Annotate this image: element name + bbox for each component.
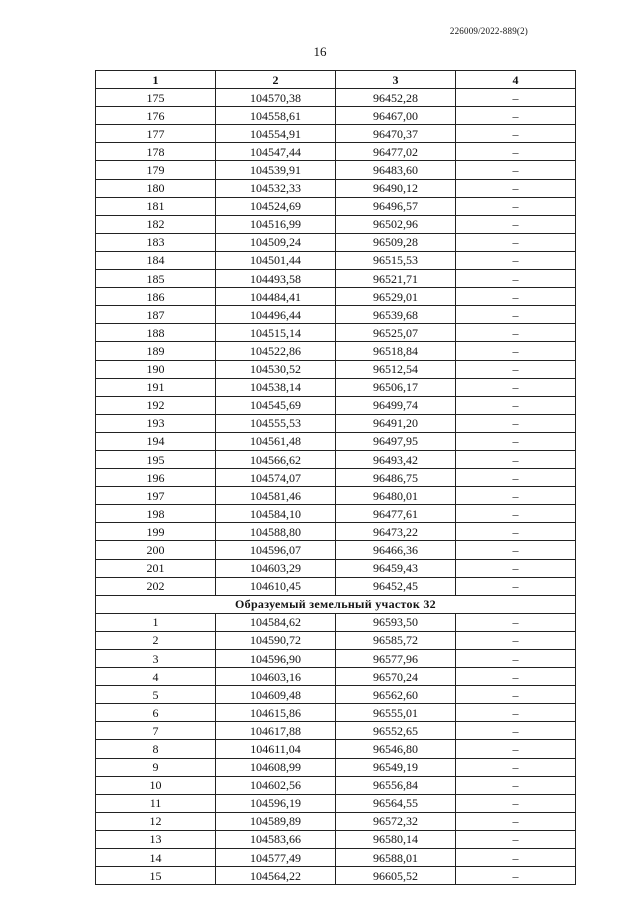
table-cell-col-1: 187 (96, 306, 216, 324)
table-cell-col-3: 96477,61 (336, 505, 456, 523)
table-cell-col-2: 104530,52 (216, 360, 336, 378)
table-cell-col-3: 96452,45 (336, 577, 456, 595)
table-cell-col-2: 104561,48 (216, 432, 336, 450)
table-cell-col-3: 96493,42 (336, 450, 456, 468)
table-row (96, 758, 576, 776)
table-cell-col-3: 96452,28 (336, 89, 456, 107)
table-row (96, 89, 576, 107)
table-cell-col-1: 189 (96, 342, 216, 360)
table-cell-col-2: 104496,44 (216, 306, 336, 324)
table-cell-col-1: 13 (96, 830, 216, 848)
table-cell-col-2: 104524,69 (216, 197, 336, 215)
table-cell-col-1: 12 (96, 812, 216, 830)
table-row (96, 812, 576, 830)
table-cell-col-3: 96466,36 (336, 541, 456, 559)
table-cell-col-4: – (456, 360, 576, 378)
table-cell-col-1: 200 (96, 541, 216, 559)
table-cell-col-1: 199 (96, 523, 216, 541)
table-cell-col-2: 104610,45 (216, 577, 336, 595)
table-cell-col-1: 192 (96, 396, 216, 414)
table-row (96, 523, 576, 541)
table-row (96, 125, 576, 143)
table-cell-col-1: 4 (96, 668, 216, 686)
table-cell-col-3: 96480,01 (336, 487, 456, 505)
table-cell-col-2: 104554,91 (216, 125, 336, 143)
table-cell-col-2: 104516,99 (216, 215, 336, 233)
table-cell-col-1: 188 (96, 324, 216, 342)
table-cell-col-1: 194 (96, 432, 216, 450)
table-cell-col-2: 104566,62 (216, 450, 336, 468)
table-cell-col-4: – (456, 378, 576, 396)
table-cell-col-2: 104532,33 (216, 179, 336, 197)
table-cell-col-1: 9 (96, 758, 216, 776)
table-cell-col-2: 104515,14 (216, 324, 336, 342)
table-cell-col-4: – (456, 197, 576, 215)
table-cell-col-4: – (456, 631, 576, 649)
table-cell-col-4: – (456, 414, 576, 432)
table-cell-col-1: 11 (96, 794, 216, 812)
table-cell-col-4: – (456, 559, 576, 577)
table-row (96, 396, 576, 414)
table-cell-col-1: 198 (96, 505, 216, 523)
table-cell-col-2: 104617,88 (216, 722, 336, 740)
table-cell-col-2: 104603,29 (216, 559, 336, 577)
column-header-3: 3 (336, 71, 456, 89)
table-cell-col-1: 7 (96, 722, 216, 740)
table-cell-col-2: 104493,58 (216, 270, 336, 288)
column-header-4: 4 (456, 71, 576, 89)
table-cell-col-4: – (456, 89, 576, 107)
table-cell-col-3: 96496,57 (336, 197, 456, 215)
table-cell-col-2: 104574,07 (216, 469, 336, 487)
table-cell-col-4: – (456, 812, 576, 830)
coordinates-table (95, 70, 576, 885)
table-cell-col-1: 6 (96, 704, 216, 722)
table-row (96, 179, 576, 197)
table-row (96, 867, 576, 885)
table-cell-col-1: 2 (96, 631, 216, 649)
table-body-group-1 (96, 89, 576, 596)
table-row (96, 794, 576, 812)
table-row (96, 487, 576, 505)
table-cell-col-3: 96518,84 (336, 342, 456, 360)
table-cell-col-4: – (456, 613, 576, 631)
table-cell-col-3: 96470,37 (336, 125, 456, 143)
table-cell-col-2: 104538,14 (216, 378, 336, 396)
table-row (96, 450, 576, 468)
table-cell-col-4: – (456, 722, 576, 740)
table-cell-col-3: 96515,53 (336, 251, 456, 269)
table-cell-col-2: 104577,49 (216, 849, 336, 867)
table-row (96, 324, 576, 342)
table-cell-col-4: – (456, 270, 576, 288)
table-cell-col-2: 104596,19 (216, 794, 336, 812)
page-number: 16 (313, 44, 327, 59)
table-cell-col-3: 96572,32 (336, 812, 456, 830)
section-title: Образуемый земельный участок 32 (96, 595, 576, 613)
table-cell-col-3: 96509,28 (336, 233, 456, 251)
section-row (96, 595, 576, 613)
table-cell-col-2: 104501,44 (216, 251, 336, 269)
table-cell-col-1: 191 (96, 378, 216, 396)
table-cell-col-3: 96506,17 (336, 378, 456, 396)
table-cell-col-1: 1 (96, 613, 216, 631)
table-row (96, 505, 576, 523)
table-row (96, 830, 576, 848)
table-row (96, 233, 576, 251)
table-cell-col-1: 10 (96, 776, 216, 794)
table-row (96, 288, 576, 306)
table-cell-col-1: 195 (96, 450, 216, 468)
table-cell-col-3: 96585,72 (336, 631, 456, 649)
table-cell-col-3: 96556,84 (336, 776, 456, 794)
table-cell-col-4: – (456, 577, 576, 595)
table-cell-col-2: 104581,46 (216, 487, 336, 505)
table-cell-col-4: – (456, 143, 576, 161)
table-cell-col-2: 104584,62 (216, 613, 336, 631)
table-cell-col-4: – (456, 324, 576, 342)
table-cell-col-4: – (456, 396, 576, 414)
table-cell-col-3: 96555,01 (336, 704, 456, 722)
table-cell-col-3: 96512,54 (336, 360, 456, 378)
table-cell-col-3: 96497,95 (336, 432, 456, 450)
table-cell-col-3: 96577,96 (336, 650, 456, 668)
table-row (96, 306, 576, 324)
table-row (96, 251, 576, 269)
table-cell-col-3: 96546,80 (336, 740, 456, 758)
table-row (96, 215, 576, 233)
table-cell-col-2: 104609,48 (216, 686, 336, 704)
table-cell-col-4: – (456, 125, 576, 143)
table-row (96, 360, 576, 378)
table-cell-col-2: 104596,90 (216, 650, 336, 668)
table-cell-col-2: 104615,86 (216, 704, 336, 722)
table-row (96, 631, 576, 649)
table-header-row (96, 71, 576, 89)
table-cell-col-3: 96552,65 (336, 722, 456, 740)
table-cell-col-1: 177 (96, 125, 216, 143)
table-cell-col-4: – (456, 776, 576, 794)
table-cell-col-1: 176 (96, 107, 216, 125)
table-cell-col-4: – (456, 342, 576, 360)
table-cell-col-3: 96564,55 (336, 794, 456, 812)
table-row (96, 686, 576, 704)
table-cell-col-4: – (456, 233, 576, 251)
table-cell-col-4: – (456, 107, 576, 125)
table-cell-col-4: – (456, 704, 576, 722)
table-cell-col-2: 104589,89 (216, 812, 336, 830)
table-cell-col-2: 104611,04 (216, 740, 336, 758)
column-header-2: 2 (216, 71, 336, 89)
table-row (96, 342, 576, 360)
table-row (96, 849, 576, 867)
table-cell-col-3: 96473,22 (336, 523, 456, 541)
table-row (96, 740, 576, 758)
table-row (96, 469, 576, 487)
table-cell-col-2: 104545,69 (216, 396, 336, 414)
column-header-1: 1 (96, 71, 216, 89)
table-cell-col-1: 181 (96, 197, 216, 215)
table-cell-col-3: 96549,19 (336, 758, 456, 776)
table-cell-col-3: 96529,01 (336, 288, 456, 306)
table-cell-col-3: 96605,52 (336, 867, 456, 885)
table-cell-col-4: – (456, 849, 576, 867)
table-cell-col-3: 96483,60 (336, 161, 456, 179)
table-cell-col-4: – (456, 758, 576, 776)
section-header (96, 595, 576, 613)
table-cell-col-1: 14 (96, 849, 216, 867)
table-cell-col-3: 96539,68 (336, 306, 456, 324)
table-cell-col-3: 96521,71 (336, 270, 456, 288)
table-cell-col-4: – (456, 450, 576, 468)
table-body-group-2 (96, 613, 576, 884)
table-row (96, 668, 576, 686)
table-cell-col-2: 104547,44 (216, 143, 336, 161)
table-cell-col-2: 104564,22 (216, 867, 336, 885)
table-row (96, 577, 576, 595)
table-cell-col-1: 184 (96, 251, 216, 269)
table-cell-col-2: 104603,16 (216, 668, 336, 686)
table-cell-col-3: 96580,14 (336, 830, 456, 848)
table-cell-col-2: 104588,80 (216, 523, 336, 541)
table-cell-col-4: – (456, 830, 576, 848)
table-cell-col-3: 96467,00 (336, 107, 456, 125)
table-cell-col-1: 202 (96, 577, 216, 595)
table-cell-col-4: – (456, 215, 576, 233)
table-cell-col-3: 96490,12 (336, 179, 456, 197)
table-cell-col-2: 104558,61 (216, 107, 336, 125)
table-row (96, 559, 576, 577)
table-row (96, 197, 576, 215)
table-cell-col-1: 178 (96, 143, 216, 161)
table-cell-col-2: 104602,56 (216, 776, 336, 794)
table-cell-col-4: – (456, 541, 576, 559)
table-cell-col-3: 96499,74 (336, 396, 456, 414)
document-id: 226009/2022-889(2) (449, 26, 528, 36)
table-cell-col-1: 175 (96, 89, 216, 107)
table-row (96, 613, 576, 631)
table-cell-col-3: 96588,01 (336, 849, 456, 867)
table-cell-col-2: 104522,86 (216, 342, 336, 360)
table-cell-col-1: 182 (96, 215, 216, 233)
table-cell-col-4: – (456, 740, 576, 758)
table-cell-col-4: – (456, 288, 576, 306)
table-cell-col-2: 104570,38 (216, 89, 336, 107)
table-row (96, 776, 576, 794)
table-row (96, 161, 576, 179)
table-cell-col-4: – (456, 505, 576, 523)
table-cell-col-1: 8 (96, 740, 216, 758)
table-row (96, 414, 576, 432)
table-cell-col-4: – (456, 650, 576, 668)
table-row (96, 107, 576, 125)
table-cell-col-2: 104484,41 (216, 288, 336, 306)
table-cell-col-2: 104509,24 (216, 233, 336, 251)
table-cell-col-2: 104584,10 (216, 505, 336, 523)
table-cell-col-2: 104555,53 (216, 414, 336, 432)
table-cell-col-1: 3 (96, 650, 216, 668)
table-row (96, 650, 576, 668)
table-cell-col-4: – (456, 179, 576, 197)
table-cell-col-1: 180 (96, 179, 216, 197)
table-row (96, 270, 576, 288)
table-cell-col-4: – (456, 469, 576, 487)
table-cell-col-1: 196 (96, 469, 216, 487)
table-cell-col-4: – (456, 668, 576, 686)
table-cell-col-2: 104583,66 (216, 830, 336, 848)
table-row (96, 378, 576, 396)
table-cell-col-4: – (456, 251, 576, 269)
table-cell-col-1: 15 (96, 867, 216, 885)
table-row (96, 432, 576, 450)
table-cell-col-1: 193 (96, 414, 216, 432)
table-cell-col-3: 96502,96 (336, 215, 456, 233)
table-cell-col-3: 96459,43 (336, 559, 456, 577)
table-cell-col-1: 183 (96, 233, 216, 251)
table-row (96, 722, 576, 740)
table-cell-col-2: 104539,91 (216, 161, 336, 179)
table-cell-col-2: 104590,72 (216, 631, 336, 649)
table-cell-col-1: 185 (96, 270, 216, 288)
table-cell-col-1: 5 (96, 686, 216, 704)
table-cell-col-4: – (456, 686, 576, 704)
table-cell-col-4: – (456, 867, 576, 885)
table-row (96, 143, 576, 161)
table-row (96, 704, 576, 722)
table-cell-col-1: 201 (96, 559, 216, 577)
table-cell-col-3: 96491,20 (336, 414, 456, 432)
table-cell-col-1: 190 (96, 360, 216, 378)
table-cell-col-3: 96486,75 (336, 469, 456, 487)
table-cell-col-2: 104596,07 (216, 541, 336, 559)
table-cell-col-4: – (456, 432, 576, 450)
table-cell-col-1: 179 (96, 161, 216, 179)
table-cell-col-4: – (456, 794, 576, 812)
table-cell-col-3: 96593,50 (336, 613, 456, 631)
table-cell-col-3: 96570,24 (336, 668, 456, 686)
table-cell-col-1: 197 (96, 487, 216, 505)
table-cell-col-2: 104608,99 (216, 758, 336, 776)
table-cell-col-1: 186 (96, 288, 216, 306)
table-cell-col-4: – (456, 306, 576, 324)
table-cell-col-4: – (456, 161, 576, 179)
table-cell-col-3: 96477,02 (336, 143, 456, 161)
table-row (96, 541, 576, 559)
table-cell-col-4: – (456, 487, 576, 505)
table-cell-col-4: – (456, 523, 576, 541)
table-cell-col-3: 96562,60 (336, 686, 456, 704)
table-cell-col-3: 96525,07 (336, 324, 456, 342)
